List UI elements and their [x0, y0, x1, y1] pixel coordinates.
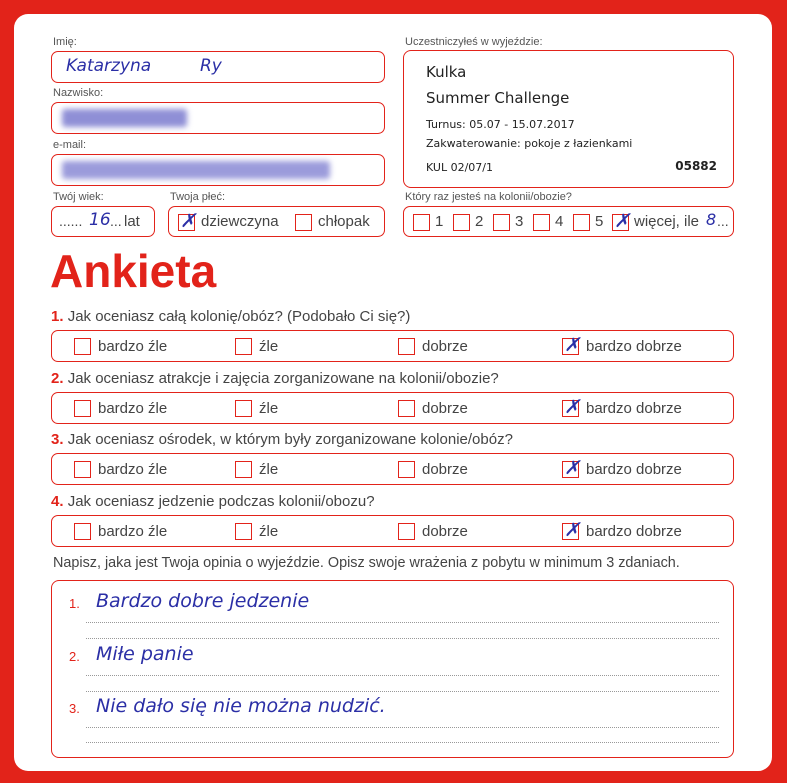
- question-1: [51, 308, 410, 325]
- opinion-rule-1b: [86, 638, 719, 639]
- times-label: Który raz jesteś na kolonii/obozie?: [405, 191, 572, 203]
- question-4-text: Jak oceniasz jedzenie podczas kolonii/obozu?: [67, 493, 375, 510]
- question-1-number: 1.: [51, 308, 64, 325]
- age-dots: ......: [59, 213, 83, 229]
- survey-title: Ankieta: [50, 245, 217, 297]
- trip-line1: Kulka: [426, 63, 467, 81]
- q3-option-4-checkbox[interactable]: [562, 461, 579, 478]
- opinion-line-3-number: 3.: [69, 701, 80, 716]
- question-2-number: 2.: [51, 370, 64, 387]
- gender-field: [168, 206, 385, 237]
- q3-option-1-label: bardzo źle: [98, 461, 168, 478]
- opinion-rule-2b: [86, 691, 719, 692]
- q4-option-2-label: źle: [259, 523, 279, 540]
- q2-option-2-label: źle: [259, 400, 279, 417]
- q3-option-3-label: dobrze: [422, 461, 468, 478]
- email-label: e-mail:: [53, 139, 87, 151]
- gender-male-label: chłopak: [318, 213, 370, 230]
- name-extra-value: Ry: [200, 56, 222, 76]
- turnus-label: Turnus:: [426, 118, 466, 131]
- q3-option-3-checkbox[interactable]: [398, 461, 415, 478]
- q1-option-2-label: źle: [259, 338, 279, 355]
- q4-option-4-label: bardzo dobrze: [586, 523, 682, 540]
- q3-option-4-label: bardzo dobrze: [586, 461, 682, 478]
- q4-option-4-checkbox[interactable]: [562, 523, 579, 540]
- name-field[interactable]: [51, 51, 385, 83]
- times-more-value: 8: [706, 210, 717, 229]
- q4-option-1-label: bardzo źle: [98, 523, 168, 540]
- email-field[interactable]: [51, 154, 385, 186]
- q2-option-1-label: bardzo źle: [98, 400, 168, 417]
- q2-option-1-checkbox[interactable]: [74, 400, 91, 417]
- q3-option-1-checkbox[interactable]: [74, 461, 91, 478]
- times-1-label: 1: [435, 213, 444, 230]
- q4-option-3-checkbox[interactable]: [398, 523, 415, 540]
- times-5-checkbox[interactable]: [573, 214, 590, 231]
- q2-option-3-label: dobrze: [422, 400, 468, 417]
- opinion-rule-3b: [86, 742, 719, 743]
- redacted-email: [62, 161, 330, 179]
- question-1-rating: [51, 330, 734, 362]
- times-2-checkbox[interactable]: [453, 214, 470, 231]
- age-dots-after: ...: [110, 213, 122, 229]
- q1-option-3-label: dobrze: [422, 338, 468, 355]
- age-unit: lat: [124, 213, 140, 230]
- opinion-line-2-text: Miłe panie: [96, 643, 194, 665]
- redacted-surname: [62, 109, 187, 127]
- question-3-number: 3.: [51, 431, 64, 448]
- q1-option-4-checkbox[interactable]: [562, 338, 579, 355]
- trip-info-box: [403, 50, 734, 188]
- opinion-line-1-text: Bardzo dobre jedzenie: [96, 590, 310, 612]
- accommodation-label: Zakwaterowanie:: [426, 137, 521, 150]
- gender-male-checkbox[interactable]: [295, 214, 312, 231]
- question-1-text: Jak oceniasz całą kolonię/obóz? (Podobało Ci się?): [67, 308, 411, 325]
- gender-female-label: dziewczyna: [201, 213, 279, 230]
- q2-option-2-checkbox[interactable]: [235, 400, 252, 417]
- age-field[interactable]: [51, 206, 155, 237]
- participant-label: Uczestniczyłeś w wyjeździe:: [405, 36, 543, 48]
- question-2: [51, 370, 499, 387]
- gender-label: Twoja płeć:: [170, 191, 226, 203]
- q1-option-2-checkbox[interactable]: [235, 338, 252, 355]
- opinion-line-1-number: 1.: [69, 596, 80, 611]
- times-3-label: 3: [515, 213, 524, 230]
- times-more-label: więcej, ile: [634, 213, 700, 230]
- surname-label: Nazwisko:: [53, 87, 104, 99]
- trip-number: 05882: [675, 159, 717, 173]
- question-2-rating: [51, 392, 734, 424]
- question-3-text: Jak oceniasz ośrodek, w którym były zorganizowane kolonie/obóz?: [67, 431, 513, 448]
- q2-option-3-checkbox[interactable]: [398, 400, 415, 417]
- times-2-label: 2: [475, 213, 484, 230]
- times-5-label: 5: [595, 213, 604, 230]
- accommodation-value: pokoje z łazienkami: [524, 137, 633, 150]
- times-3-checkbox[interactable]: [493, 214, 510, 231]
- times-field: [403, 206, 734, 237]
- question-4-number: 4.: [51, 493, 64, 510]
- q3-option-2-label: źle: [259, 461, 279, 478]
- opinion-line-2-number: 2.: [69, 649, 80, 664]
- opinion-line-3-text: Nie dało się nie można nudzić.: [96, 695, 386, 717]
- q1-option-1-checkbox[interactable]: [74, 338, 91, 355]
- times-4-checkbox[interactable]: [533, 214, 550, 231]
- trip-line2: Summer Challenge: [426, 89, 570, 107]
- q1-option-4-label: bardzo dobrze: [586, 338, 682, 355]
- q2-option-4-label: bardzo dobrze: [586, 400, 682, 417]
- times-1-checkbox[interactable]: [413, 214, 430, 231]
- times-more-checkbox[interactable]: [612, 214, 629, 231]
- question-4-rating: [51, 515, 734, 547]
- survey-sheet: [14, 14, 772, 771]
- opinion-rule-1: [86, 622, 719, 623]
- name-label: Imię:: [53, 36, 77, 48]
- q4-option-1-checkbox[interactable]: [74, 523, 91, 540]
- times-4-label: 4: [555, 213, 564, 230]
- age-label: Twój wiek:: [53, 191, 104, 203]
- opinion-rule-2: [86, 675, 719, 676]
- gender-female-checkbox[interactable]: [178, 214, 195, 231]
- question-3-rating: [51, 453, 734, 485]
- opinion-box[interactable]: [51, 580, 734, 758]
- q1-option-3-checkbox[interactable]: [398, 338, 415, 355]
- question-2-text: Jak oceniasz atrakcje i zajęcia zorganizowane na kolonii/obozie?: [67, 370, 499, 387]
- opinion-rule-3: [86, 727, 719, 728]
- q4-option-3-label: dobrze: [422, 523, 468, 540]
- q2-option-4-checkbox[interactable]: [562, 400, 579, 417]
- turnus-value: 05.07 - 15.07.2017: [469, 118, 575, 131]
- question-3: [51, 431, 513, 448]
- name-value: Katarzyna: [66, 56, 152, 76]
- age-value: 16: [89, 210, 111, 230]
- question-4: [51, 493, 375, 510]
- q1-option-1-label: bardzo źle: [98, 338, 168, 355]
- times-more-dots: ...: [717, 213, 729, 229]
- trip-code: KUL 02/07/1: [426, 161, 493, 174]
- surname-field[interactable]: [51, 102, 385, 134]
- opinion-prompt: Napisz, jaka jest Twoja opinia o wyjeździe. Opisz swoje wrażenia z pobytu w minimum 3 zdaniach.: [53, 555, 680, 571]
- q3-option-2-checkbox[interactable]: [235, 461, 252, 478]
- q4-option-2-checkbox[interactable]: [235, 523, 252, 540]
